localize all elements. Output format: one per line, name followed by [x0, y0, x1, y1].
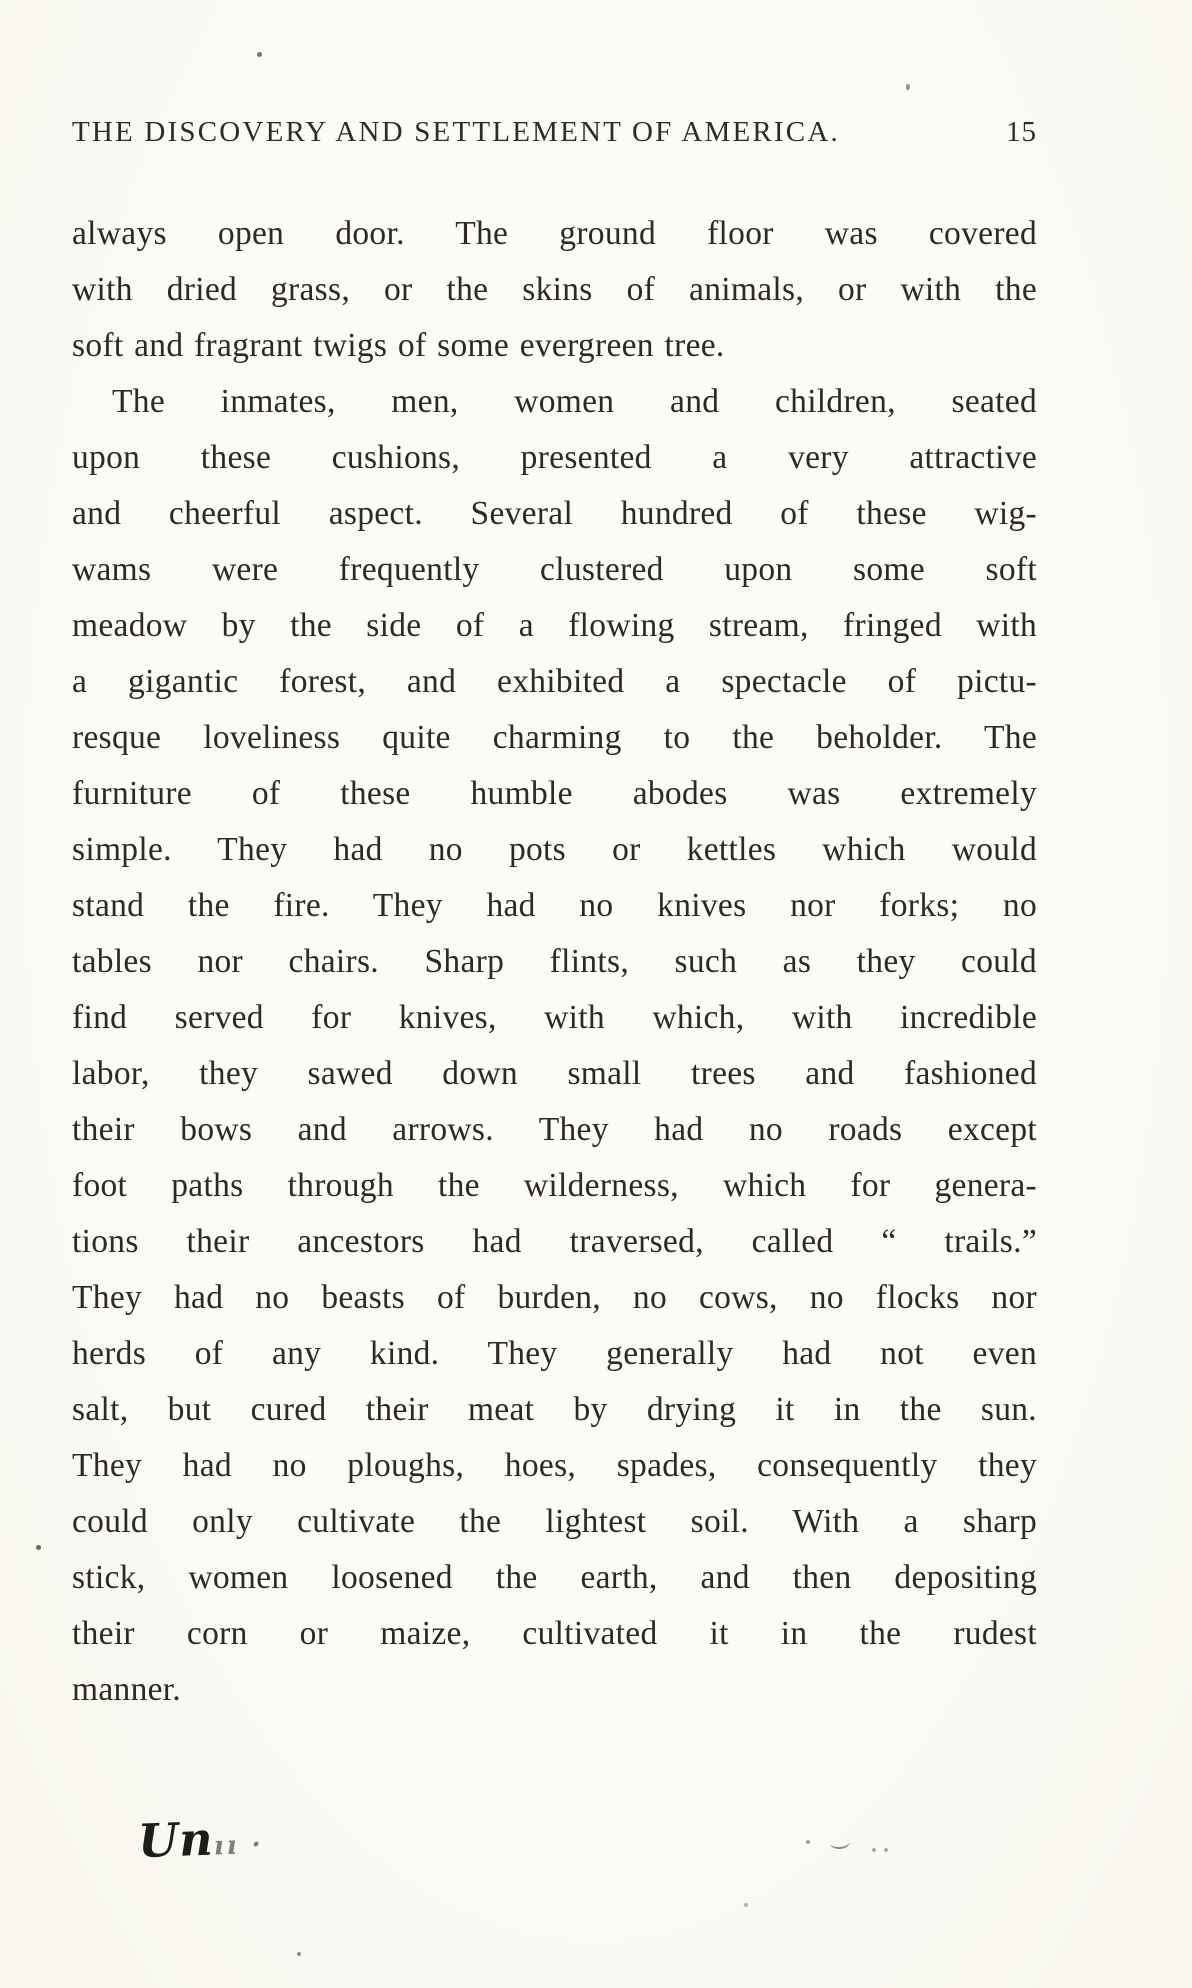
text-line: their corn or maize, cultivated it in the rudest	[72, 1615, 1037, 1652]
page-number: 15	[1006, 116, 1037, 148]
text-line: They had no beasts of burden, no cows, no flocks nor	[72, 1279, 1037, 1316]
text-line: simple. They had no pots or kettles which would	[72, 831, 1037, 868]
text-line: salt, but cured their meat by drying it in the sun.	[72, 1391, 1037, 1428]
text-line: tables nor chairs. Sharp flints, such as they could	[72, 943, 1037, 980]
text-line: always open door. The ground floor was covered	[72, 215, 1037, 252]
scan-speck	[906, 84, 910, 90]
text-line: labor, they sawed down small trees and fashioned	[72, 1055, 1037, 1092]
text-line: find served for knives, with which, with incredible	[72, 999, 1037, 1036]
scan-speck	[257, 52, 262, 57]
text-line: and cheerful aspect. Several hundred of these wig-	[72, 495, 1037, 532]
scan-speck	[806, 1840, 810, 1844]
text-line: The inmates, men, women and children, seated	[112, 383, 1037, 420]
handwritten-stamp-tail: ıı ·	[213, 1829, 265, 1862]
text-line: tions their ancestors had traversed, called “ trails.”	[72, 1223, 1037, 1260]
scan-speck	[297, 1952, 301, 1956]
text-line: stand the fire. They had no knives nor forks; no	[72, 887, 1037, 924]
text-line: meadow by the side of a flowing stream, fringed with	[72, 607, 1037, 644]
text-line: a gigantic forest, and exhibited a spectacle of pictu-	[72, 663, 1037, 700]
text-line: furniture of these humble abodes was extremely	[72, 775, 1037, 812]
scan-speck	[744, 1903, 748, 1907]
text-line: manner.	[72, 1671, 182, 1708]
scan-mark-squiggle	[829, 1835, 850, 1850]
text-line: They had no ploughs, hoes, spades, consequently they	[72, 1447, 1037, 1484]
running-header-title: THE DISCOVERY AND SETTLEMENT OF AMERICA.	[72, 116, 840, 148]
text-line: herds of any kind. They generally had not even	[72, 1335, 1037, 1372]
scan-speck	[884, 1848, 888, 1852]
handwritten-stamp-main: Un	[137, 1811, 215, 1869]
page-header	[72, 116, 1037, 149]
text-line: wams were frequently clustered upon some soft	[72, 551, 1037, 588]
handwritten-stamp-mark	[137, 1810, 264, 1868]
text-line: could only cultivate the lightest soil. With a sharp	[72, 1503, 1037, 1540]
text-line: foot paths through the wilderness, which for genera-	[72, 1167, 1037, 1204]
text-line: their bows and arrows. They had no roads except	[72, 1111, 1037, 1148]
text-line: stick, women loosened the earth, and then depositing	[72, 1559, 1037, 1596]
text-line: soft and fragrant twigs of some evergreen tree.	[72, 327, 725, 364]
text-line: upon these cushions, presented a very attractive	[72, 439, 1037, 476]
page-body	[72, 206, 1037, 1718]
text-line: resque loveliness quite charming to the beholder. The	[72, 719, 1037, 756]
scan-speck	[872, 1848, 876, 1852]
text-line: with dried grass, or the skins of animals, or with the	[72, 271, 1037, 308]
scan-speck	[36, 1545, 41, 1550]
